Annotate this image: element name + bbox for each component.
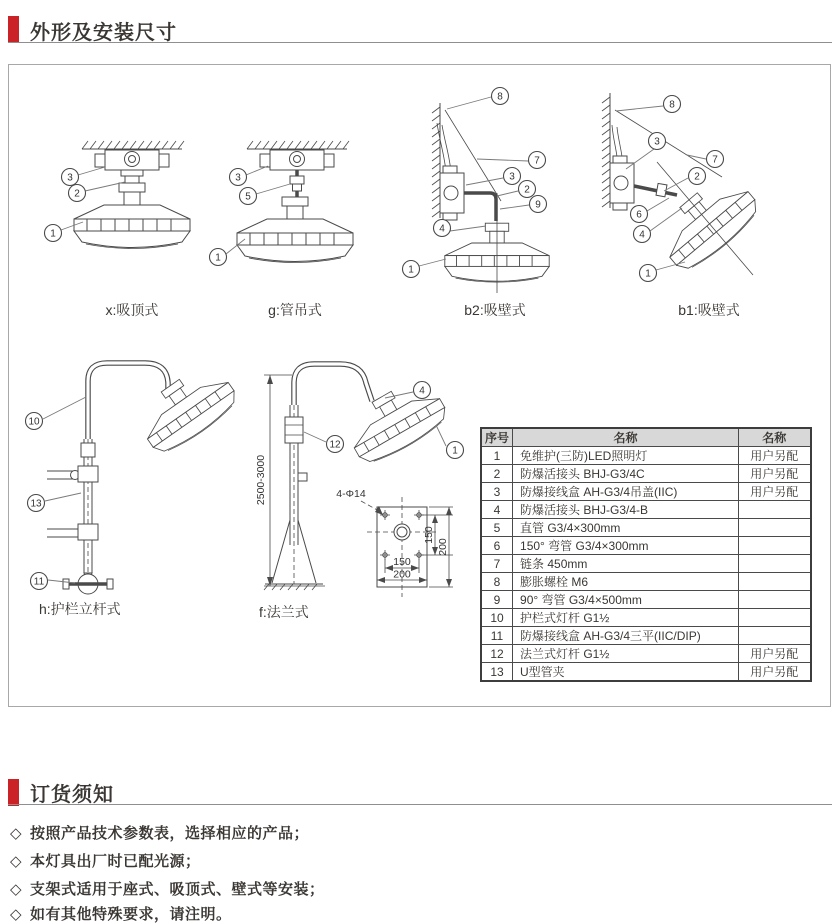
svg-text:12: 12	[329, 439, 341, 451]
svg-text:3: 3	[509, 171, 515, 183]
flange-dim-150-h: 150	[393, 556, 411, 568]
col-header-index: 序号	[481, 428, 513, 447]
callout-3	[230, 166, 269, 186]
callout-1	[210, 239, 246, 266]
callout-13	[28, 493, 82, 512]
caption-guardrail-pole: h:护栏立杆式	[39, 601, 121, 617]
svg-text:7: 7	[534, 155, 540, 167]
svg-text:1: 1	[50, 228, 56, 240]
drawing-wall-mount-b1	[602, 93, 765, 282]
flange-dim-200-h: 200	[393, 568, 411, 581]
caption-flange-pole: f:法兰式	[259, 604, 309, 620]
table-row: 3 防爆接线盒 AH-G3/4吊盖(IIC) 用户另配	[481, 483, 811, 501]
caption-ceiling-mount: x:吸顶式	[105, 302, 159, 318]
svg-text:4: 4	[419, 385, 425, 397]
callout-12	[304, 432, 344, 453]
junction-box	[440, 166, 464, 220]
table-row: 8 膨胀螺栓 M6	[481, 573, 811, 591]
order-note	[10, 903, 232, 924]
section2-title: 订货须知	[30, 784, 114, 806]
parts-table	[480, 427, 812, 682]
lamp-fixture	[649, 167, 764, 277]
table-row: 1 免维护(三防)LED照明灯 用户另配	[481, 447, 811, 465]
table-row: 12 法兰式灯杆 G1½ 用户另配	[481, 645, 811, 663]
callout-9	[500, 196, 547, 213]
svg-text:5: 5	[245, 191, 251, 203]
section2-rule	[8, 804, 832, 805]
diamond-bullet-icon: ◇	[10, 825, 23, 842]
svg-text:7: 7	[712, 154, 718, 166]
note-text: 按照产品技术参数表，选择相应的产品；	[30, 825, 310, 842]
note-text: 如有其他特殊要求，请注明。	[30, 906, 232, 923]
order-note	[10, 822, 309, 843]
lamp-fixture	[130, 357, 243, 459]
callout-2	[664, 168, 706, 192]
table-header-row	[481, 428, 811, 447]
diamond-bullet-icon: ◇	[10, 853, 23, 870]
section1-red-bar	[8, 16, 19, 43]
wall-hatch	[602, 93, 610, 208]
svg-text:1: 1	[215, 252, 221, 264]
svg-text:3: 3	[654, 136, 660, 148]
caption-wall-b1: b1:吸壁式	[678, 302, 740, 318]
junction-box	[260, 150, 334, 170]
callout-3	[466, 168, 521, 186]
drawing-wall-mount-b2	[403, 88, 550, 294]
svg-text:11: 11	[33, 576, 45, 588]
pole-height-dim: 2500-3000	[255, 454, 267, 506]
callout-4	[434, 220, 487, 237]
ceiling-hatch	[247, 141, 349, 149]
diamond-bullet-icon: ◇	[10, 881, 23, 898]
table-row: 11 防爆接线盒 AH-G3/4三平(IIC/DIP)	[481, 627, 811, 645]
flange-holes-label: 4-Φ14	[336, 488, 366, 500]
callout-3	[62, 167, 106, 186]
svg-text:8: 8	[497, 91, 503, 103]
drawing-guardrail-pole	[26, 357, 243, 594]
svg-text:1: 1	[452, 445, 458, 457]
svg-text:1: 1	[645, 268, 651, 280]
drawing-pipe-hung	[210, 141, 354, 266]
caption-pipe-hung: g:管吊式	[268, 302, 322, 318]
callout-1	[436, 425, 464, 459]
callout-8	[616, 96, 681, 113]
table-row: 5 直管 G3/4×300mm	[481, 519, 811, 537]
svg-text:8: 8	[669, 99, 675, 111]
svg-text:13: 13	[30, 498, 42, 510]
table-row: 7 链条 450mm	[481, 555, 811, 573]
lamp-fixture	[237, 197, 353, 263]
flange-dim-200-v: 200	[437, 538, 449, 556]
lamp-fixture	[74, 183, 190, 249]
ceiling-hatch	[82, 141, 184, 149]
junction-box	[95, 150, 169, 170]
section1-rule	[8, 42, 832, 43]
note-text: 支架式适用于座式、吸顶式、壁式等安装；	[30, 881, 325, 898]
svg-text:2: 2	[694, 171, 700, 183]
svg-text:4: 4	[439, 223, 445, 235]
lamp-fixture	[339, 372, 452, 470]
table-row: 6 150° 弯管 G3/4×300mm	[481, 537, 811, 555]
svg-text:9: 9	[535, 199, 541, 211]
wall-hatch	[432, 103, 440, 218]
drawing-flange-pole	[255, 364, 464, 590]
svg-text:6: 6	[636, 209, 642, 221]
col-header-name: 名称	[513, 428, 739, 447]
table-row: 2 防爆活接头 BHJ-G3/4C 用户另配	[481, 465, 811, 483]
callout-7	[687, 151, 724, 168]
callout-1	[403, 259, 447, 278]
flange-detail	[336, 488, 453, 597]
note-text: 本灯具出厂时已配光源；	[30, 853, 201, 870]
order-note	[10, 878, 325, 899]
diamond-bullet-icon: ◇	[10, 906, 23, 923]
flange-dim-150-v: 150	[423, 526, 435, 544]
svg-text:2: 2	[74, 188, 80, 200]
table-row: 4 防爆活接头 BHJ-G3/4-B	[481, 501, 811, 519]
section1-title: 外形及安装尺寸	[30, 22, 177, 44]
table-row: 10 护栏式灯杆 G1½	[481, 609, 811, 627]
callout-7	[477, 152, 546, 169]
caption-wall-b2: b2:吸壁式	[464, 302, 526, 318]
callout-10	[26, 397, 87, 430]
callout-2	[69, 182, 126, 202]
callout-6	[631, 198, 670, 223]
svg-text:1: 1	[408, 264, 414, 276]
svg-text:3: 3	[235, 172, 241, 184]
svg-text:4: 4	[639, 229, 645, 241]
svg-text:3: 3	[67, 172, 73, 184]
col-header-note: 名称	[739, 428, 811, 447]
drawing-ceiling-mount	[45, 141, 191, 249]
table-row: 13 U型管夹 用户另配	[481, 663, 811, 682]
table-row: 9 90° 弯管 G3/4×500mm	[481, 591, 811, 609]
callout-8	[447, 88, 509, 110]
svg-text:10: 10	[28, 416, 40, 428]
drawings-panel	[8, 64, 831, 707]
section2-red-bar	[8, 779, 19, 806]
order-note	[10, 850, 201, 871]
junction-box	[610, 156, 634, 210]
svg-text:2: 2	[524, 184, 530, 196]
